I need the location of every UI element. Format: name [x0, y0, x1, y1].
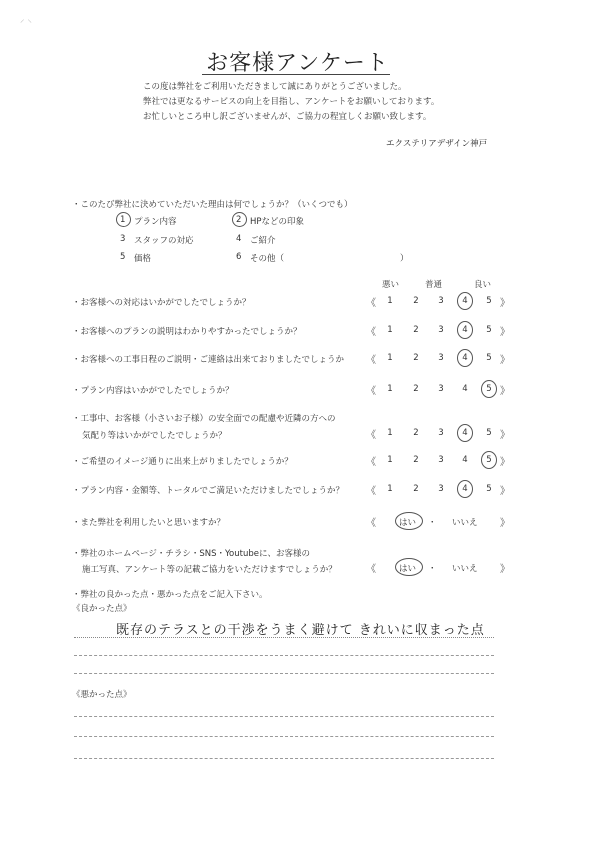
- bad-line-2[interactable]: [74, 736, 494, 737]
- title-underline: [202, 74, 390, 75]
- intro-line-1: この度は弊社をご利用いただきまして誠にありがとうございました。: [143, 82, 407, 92]
- rating-question-line-1: ・お客様への対応はいかがでしたでしょうか？: [72, 298, 251, 308]
- rating-4-selected-circle: [481, 380, 497, 398]
- rating-question-line-1: ・お客様へのプランの説明はわかりやすかったでしょうか？: [72, 327, 302, 337]
- rating-2-option-4[interactable]: 4: [462, 325, 468, 335]
- yesno-question-1: [72, 516, 225, 528]
- rating-2-option-5[interactable]: 5: [486, 325, 492, 335]
- yesno-2-no[interactable]: いいえ: [452, 564, 478, 574]
- scale-open-bracket: 《: [366, 386, 376, 397]
- good-line-2: [74, 655, 494, 656]
- scale-normal: 普通: [425, 280, 443, 290]
- rating-4-option-4[interactable]: 4: [462, 384, 468, 394]
- intro-line-2: 弊社では更なるサービスの向上を目指し、アンケートをお願いしております。: [143, 97, 440, 107]
- company-name: エクステリアデザイン神戸: [386, 139, 488, 149]
- rating-5-option-1[interactable]: 1: [387, 428, 393, 438]
- rating-question-line-1: ・プラン内容・金額等、トータルでご満足いただけましたでしょうか？: [72, 486, 345, 496]
- yesno-2-sep: ・: [428, 564, 437, 574]
- bad-points-label: 《悪かった点》: [72, 690, 132, 700]
- rating-2-option-2[interactable]: 2: [413, 325, 419, 335]
- bad-line-1[interactable]: [74, 716, 494, 717]
- rating-7-option-2[interactable]: 2: [413, 484, 419, 494]
- rating-1-option-4[interactable]: 4: [462, 296, 468, 306]
- rating-question-6: [72, 455, 293, 467]
- rating-6-option-1[interactable]: 1: [387, 455, 393, 465]
- rating-2-option-1[interactable]: 1: [387, 325, 393, 335]
- good-points-label: 《良かった点》: [72, 604, 132, 614]
- rating-4-option-2[interactable]: 2: [413, 384, 419, 394]
- rating-7-option-4[interactable]: 4: [462, 484, 468, 494]
- rating-6-option-5[interactable]: 5: [486, 455, 492, 465]
- good-points-text[interactable]: 既存のテラスとの干渉をうまく避けて きれいに収まった点: [116, 623, 485, 638]
- reason-4-num[interactable]: 4: [236, 234, 242, 244]
- reason-2-num[interactable]: 2: [236, 215, 242, 225]
- good-line-3: [74, 673, 494, 674]
- rating-6-option-2[interactable]: 2: [413, 455, 419, 465]
- reason-question: ・このたび弊社に決めていただいた理由は何でしょうか？（いくつでも）: [72, 200, 353, 210]
- reason-3-label[interactable]: スタッフの対応: [134, 236, 194, 246]
- corner-mark: ⸝ ⸜: [20, 15, 32, 25]
- yesno-question-line-1: ・また弊社を利用したいと思いますか？: [72, 518, 226, 528]
- rating-3-option-5[interactable]: 5: [486, 353, 492, 363]
- rating-7-selected-circle: [457, 480, 473, 498]
- reason-5-num[interactable]: 5: [120, 252, 126, 262]
- rating-3-option-3[interactable]: 3: [438, 353, 444, 363]
- reason-4-label[interactable]: ご紹介: [250, 236, 276, 246]
- rating-5-option-5[interactable]: 5: [486, 428, 492, 438]
- reason-2-label[interactable]: HPなどの印象: [250, 217, 305, 227]
- scale-bad: 悪い: [382, 280, 400, 290]
- rating-1-option-5[interactable]: 5: [486, 296, 492, 306]
- scale-open-bracket: 《: [366, 486, 376, 497]
- yesno-2-close: 》: [500, 564, 510, 575]
- rating-1-option-3[interactable]: 3: [438, 296, 444, 306]
- good-line-1: [74, 637, 494, 638]
- rating-2-selected-circle: [457, 321, 473, 339]
- scale-close-bracket: 》: [500, 298, 510, 309]
- rating-6-option-3[interactable]: 3: [438, 455, 444, 465]
- rating-question-3: [72, 353, 344, 365]
- yesno-2-selected-circle: [395, 558, 423, 576]
- yesno-1-selected-circle: [395, 512, 423, 530]
- rating-question-5: [72, 412, 336, 441]
- rating-7-option-3[interactable]: 3: [438, 484, 444, 494]
- bad-line-3[interactable]: [74, 758, 494, 759]
- yesno-1-close: 》: [500, 518, 510, 529]
- rating-5-option-4[interactable]: 4: [462, 428, 468, 438]
- reason-5-label[interactable]: 価格: [134, 254, 152, 264]
- intro-line-3: お忙しいところ申し訳ございませんが、ご協力の程宜しくお願い致します。: [143, 112, 432, 122]
- rating-question-line-1: ・お客様への工事日程のご説明・ご連絡は出来ておりましたでしょうか: [72, 355, 345, 365]
- scale-open-bracket: 《: [366, 457, 376, 468]
- reason-1-num[interactable]: 1: [120, 215, 126, 225]
- rating-question-line-1: ・プラン内容はいかがでしたでしょうか？: [72, 386, 234, 396]
- scale-good: 良い: [474, 280, 492, 290]
- rating-6-selected-circle: [481, 451, 497, 469]
- rating-3-selected-circle: [457, 349, 473, 367]
- rating-7-option-1[interactable]: 1: [387, 484, 393, 494]
- yesno-1-yes[interactable]: はい: [399, 518, 417, 528]
- scale-close-bracket: 》: [500, 457, 510, 468]
- scale-open-bracket: 《: [366, 355, 376, 366]
- scale-open-bracket: 《: [366, 298, 376, 309]
- rating-3-option-2[interactable]: 2: [413, 353, 419, 363]
- yesno-question-line-2: 施工写真、アンケート等の記載ご協力をいただけますでしょうか？: [82, 565, 337, 575]
- rating-6-option-4[interactable]: 4: [462, 455, 468, 465]
- yesno-1-open: 《: [366, 518, 376, 529]
- rating-1-option-1[interactable]: 1: [387, 296, 393, 306]
- yesno-2-yes[interactable]: はい: [399, 564, 417, 574]
- rating-4-option-5[interactable]: 5: [486, 384, 492, 394]
- rating-5-selected-circle: [457, 424, 473, 442]
- reason-6-num[interactable]: 6: [236, 252, 242, 262]
- scale-close-bracket: 》: [500, 386, 510, 397]
- page-title: お客様アンケート: [206, 51, 389, 76]
- reason-1-label[interactable]: プラン内容: [134, 217, 177, 227]
- rating-question-1: [72, 296, 251, 308]
- rating-question-2: [72, 325, 302, 337]
- reason-6-label[interactable]: その他（: [250, 254, 285, 264]
- scale-open-bracket: 《: [366, 327, 376, 338]
- rating-question-line-2: 気配り等はいかがでしたでしょうか？: [82, 431, 227, 441]
- rating-1-selected-circle: [457, 292, 473, 310]
- rating-4-option-3[interactable]: 3: [438, 384, 444, 394]
- rating-question-line-1: ・ご希望のイメージ通りに出来上がりましたでしょうか？: [72, 457, 293, 467]
- reason-3-num[interactable]: 3: [120, 234, 126, 244]
- scale-close-bracket: 》: [500, 355, 510, 366]
- rating-5-option-2[interactable]: 2: [413, 428, 419, 438]
- reason-6-close: ）: [400, 254, 409, 264]
- yesno-1-sep: ・: [428, 518, 437, 528]
- rating-2-option-3[interactable]: 3: [438, 325, 444, 335]
- yesno-1-no[interactable]: いいえ: [452, 518, 478, 528]
- rating-5-option-3[interactable]: 3: [438, 428, 444, 438]
- yesno-question-line-1: ・弊社のホームページ・チラシ・SNS・Youtubeに、お客様の: [72, 549, 310, 559]
- intro-text: [143, 80, 439, 125]
- scale-close-bracket: 》: [500, 486, 510, 497]
- scale-close-bracket: 》: [500, 327, 510, 338]
- rating-4-option-1[interactable]: 1: [387, 384, 393, 394]
- rating-question-line-1: ・工事中、お客様（小さいお子様）の安全面での配慮や近隣の方への: [72, 414, 336, 424]
- rating-7-option-5[interactable]: 5: [486, 484, 492, 494]
- rating-3-option-4[interactable]: 4: [462, 353, 468, 363]
- yesno-2-open: 《: [366, 564, 376, 575]
- scale-close-bracket: 》: [500, 430, 510, 441]
- rating-question-4: [72, 384, 234, 396]
- rating-1-option-2[interactable]: 2: [413, 296, 419, 306]
- comments-prompt: ・弊社の良かった点・悪かった点をご記入下さい。: [72, 590, 268, 600]
- rating-3-option-1[interactable]: 1: [387, 353, 393, 363]
- yesno-question-2: [72, 547, 337, 575]
- rating-question-7: [72, 484, 344, 496]
- scale-open-bracket: 《: [366, 430, 376, 441]
